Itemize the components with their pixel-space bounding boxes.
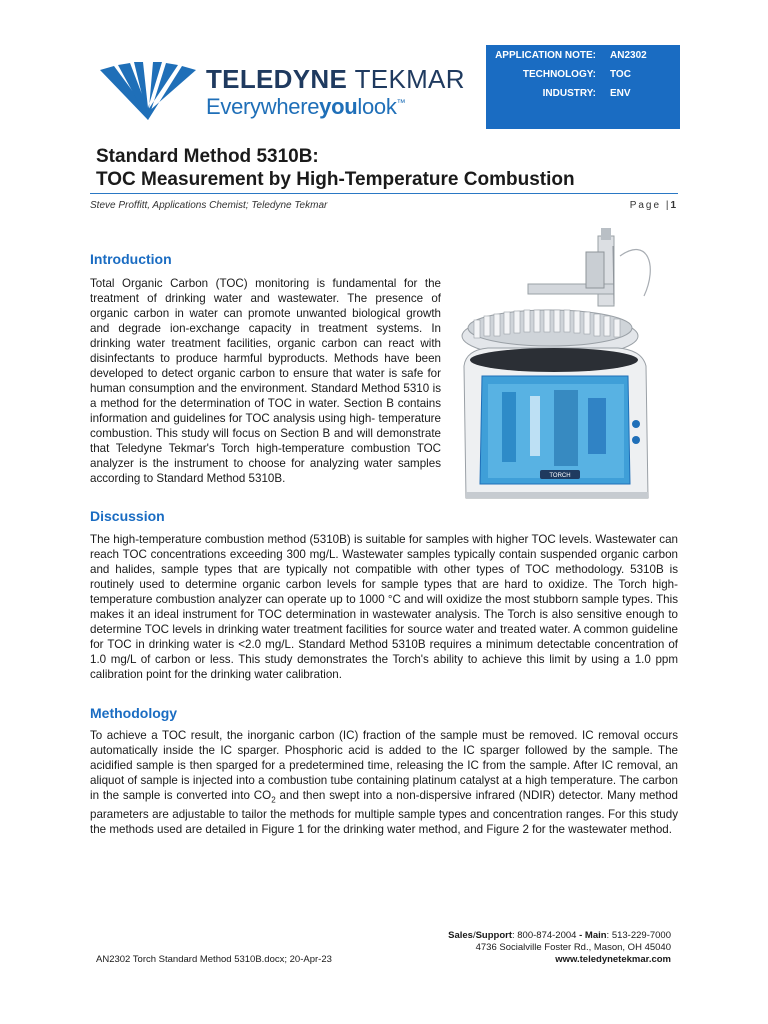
company-logo bbox=[96, 62, 465, 126]
page-number-value: 1 bbox=[670, 200, 676, 211]
document-title-line-1: Standard Method 5310B: bbox=[96, 146, 319, 167]
footer-document-id: AN2302 Torch Standard Method 5310B.docx; 20-Apr-23 bbox=[96, 954, 332, 965]
info-value: TOC bbox=[610, 69, 631, 80]
document-title-line-2: TOC Measurement by High-Temperature Combustion bbox=[96, 169, 575, 190]
page-number bbox=[630, 200, 676, 211]
tagline-part-bold: you bbox=[319, 94, 358, 119]
instrument-panel-label: TORCH bbox=[549, 473, 571, 479]
info-row-application-note bbox=[486, 50, 680, 64]
sales-label: Sales bbox=[448, 930, 473, 941]
tagline-part: Everywhere bbox=[206, 94, 320, 119]
brand-bold: TELEDYNE bbox=[206, 64, 348, 94]
info-row-industry bbox=[486, 88, 680, 102]
title-divider bbox=[90, 193, 678, 194]
torch-toc-analyzer-photo bbox=[458, 226, 672, 508]
info-label: APPLICATION NOTE: bbox=[495, 50, 596, 61]
brand-tagline bbox=[206, 94, 405, 120]
info-label: TECHNOLOGY: bbox=[522, 69, 596, 80]
info-label: INDUSTRY: bbox=[542, 88, 596, 99]
subscript-2: 2 bbox=[271, 795, 276, 805]
footer-address: 4736 Socialville Foster Rd., Mason, OH 45040 bbox=[475, 942, 671, 953]
footer-phone-line bbox=[448, 930, 671, 942]
info-value: ENV bbox=[610, 88, 631, 99]
trademark-symbol: ™ bbox=[396, 97, 406, 108]
page-label: Page | bbox=[629, 200, 671, 211]
separator: / bbox=[472, 930, 476, 941]
info-row-technology bbox=[486, 69, 680, 83]
info-value: AN2302 bbox=[610, 50, 647, 61]
discussion-paragraph: The high-temperature combustion method (5310B) is suitable for samples with higher TOC levels. Wastewater can reach TOC concentrations exceeding 300 mg/L. Wastewater samples typically contain suspended organic carbon and halides, sample types that are typically not compatible with other types of TOC methodology. 5310B is routinely used to determine organic carbon levels for sample types that are hard to oxidize. The Torch high-temperature combustion analyzer can operate up to 1000 °C and will oxidize the most stubborn sample types. This makes it an ideal instrument for TOC determination in wastewater analysis. The Torch is also sensitive enough to determine TOC levels in drinking water treatment facilities for source water and treated water. A common guideline for TOC in drinking water is <2.0 mg/L. Standard Method 5310B requires a minimum detectable concentration of 1.0 mg/L of carbon or less. This study demonstrates the Torch's ability to achieve this limit by using a 1.0 ppm calibration point for the drinking water calibration. bbox=[90, 533, 678, 681]
methodology-text-part: and then swept into a non-dispersive infrared (NDIR) detector. Many method parameters are adjustable to tailor the methods for multiple sample types and concentration ranges. For this study the methods used are detailed in Figure 1 for the drinking water method, and Figure 2 for the wastewater method. bbox=[90, 789, 678, 837]
methodology-text-part: To achieve a TOC result, the inorganic carbon (IC) fraction of the sample must be removed. IC removal occurs automatically inside the IC sparger. Phosphoric acid is added to the IC sparger followed by the sample. The acidified sample is then sparged for a predetermined time, releasing the IC from the sample. After IC removal, an aliquot of sample is injected into a combustion tube containing platinum catalyst at a high temperature. The carbon in the sample is converted into CO bbox=[90, 729, 678, 802]
introduction-paragraph: Total Organic Carbon (TOC) monitoring is fundamental for the treatment of drinking water and wastewater. The presence of organic carbon in water can promote unwanted biological growth and degrade ion-exchange capacity in treatment systems. In drinking water treatment facilities, organic carbon can react with disinfectants to produce harmful byproducts. Methods have been developed to detect organic carbon to ensure that water is safe for human consumption and the environment. Standard Method 5310 is a method for the determination of TOC in water. Section B contains information and guidelines for TOC analysis using high- temperature combustion. This study will focus on Section B and will demonstrate that Teledyne Tekmar's Torch high-temperature combustion TOC analyzer is the instrument to choose for analyzing water samples according to Standard Method 5310B. bbox=[90, 277, 441, 485]
main-number: : 513-229-7000 bbox=[606, 930, 671, 941]
brand-name bbox=[206, 64, 465, 95]
main-label: Main bbox=[584, 930, 607, 941]
footer-website-link[interactable] bbox=[448, 954, 671, 966]
support-label: Support bbox=[475, 930, 512, 941]
sales-number: : 800-874-2004 bbox=[512, 930, 577, 941]
application-note-info-box bbox=[486, 45, 680, 129]
teledyne-fan-logo-icon bbox=[96, 62, 200, 124]
website-text: www.teledynetekmar.com bbox=[555, 954, 671, 965]
discussion-heading: Discussion bbox=[90, 508, 165, 524]
tagline-part: look bbox=[357, 94, 397, 119]
brand-light: TEKMAR bbox=[354, 64, 465, 94]
author-byline: Steve Proffitt, Applications Chemist; Teledyne Tekmar bbox=[90, 200, 328, 211]
footer-contact bbox=[448, 930, 671, 966]
methodology-heading: Methodology bbox=[90, 705, 178, 721]
introduction-heading: Introduction bbox=[90, 251, 172, 267]
methodology-paragraph bbox=[90, 728, 678, 837]
separator: - bbox=[576, 930, 585, 941]
